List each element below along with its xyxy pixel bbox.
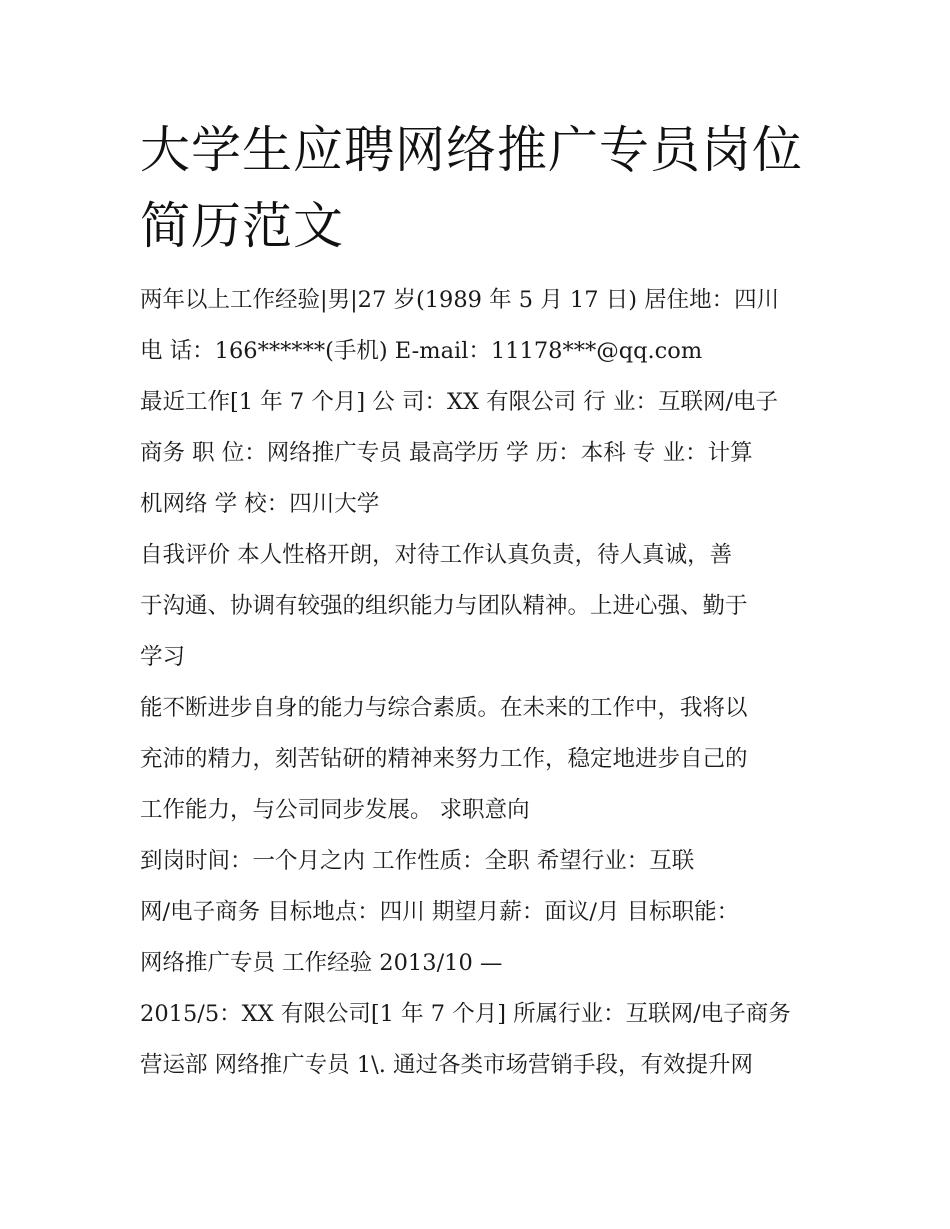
- body-line-13: 网/电子商务 目标地点：四川 期望月薪：面议/月 目标职能：: [140, 899, 740, 925]
- body-line-6: 自我评价 本人性格开朗，对待工作认真负责，待人真诚，善: [140, 542, 733, 568]
- body-line-10: 充沛的精力，刻苦钻研的精神来努力工作，稳定地进步自己的: [140, 746, 748, 772]
- body-line-8: 学习: [140, 644, 186, 670]
- body-line-7: 于沟通、协调有较强的组织能力与团队精神。上进心强、勤于: [140, 593, 748, 619]
- title-line-1: 大学生应聘网络推广专员岗位: [140, 121, 803, 179]
- body-line-14: 网络推广专员 工作经验 2013/10 —: [140, 950, 503, 976]
- body-line-2: 电 话：166******(手机) E-mail：11178***@qq.com: [140, 338, 703, 364]
- body-line-1: 两年以上工作经验|男|27 岁(1989 年 5 月 17 日) 居住地：四川: [140, 287, 780, 313]
- body-line-4: 商务 职 位：网络推广专员 最高学历 学 历：本科 专 业：计算: [140, 440, 753, 466]
- body-line-5: 机网络 学 校：四川大学: [140, 491, 380, 517]
- body-line-16: 营运部 网络推广专员 1\. 通过各类市场营销手段，有效提升网: [140, 1052, 754, 1078]
- body-line-9: 能不断进步自身的能力与综合素质。在未来的工作中，我将以: [140, 695, 748, 721]
- title-line-2: 简历范文: [140, 197, 344, 255]
- body-line-11: 工作能力，与公司同步发展。 求职意向: [140, 797, 530, 823]
- body-line-12: 到岗时间：一个月之内 工作性质：全职 希望行业：互联: [140, 848, 695, 874]
- document-title: [140, 112, 840, 264]
- body-line-15: 2015/5：XX 有限公司[1 年 7 个月] 所属行业：互联网/电子商务: [140, 1001, 791, 1027]
- body-line-3: 最近工作[1 年 7 个月] 公 司：XX 有限公司 行 业：互联网/电子: [140, 389, 779, 415]
